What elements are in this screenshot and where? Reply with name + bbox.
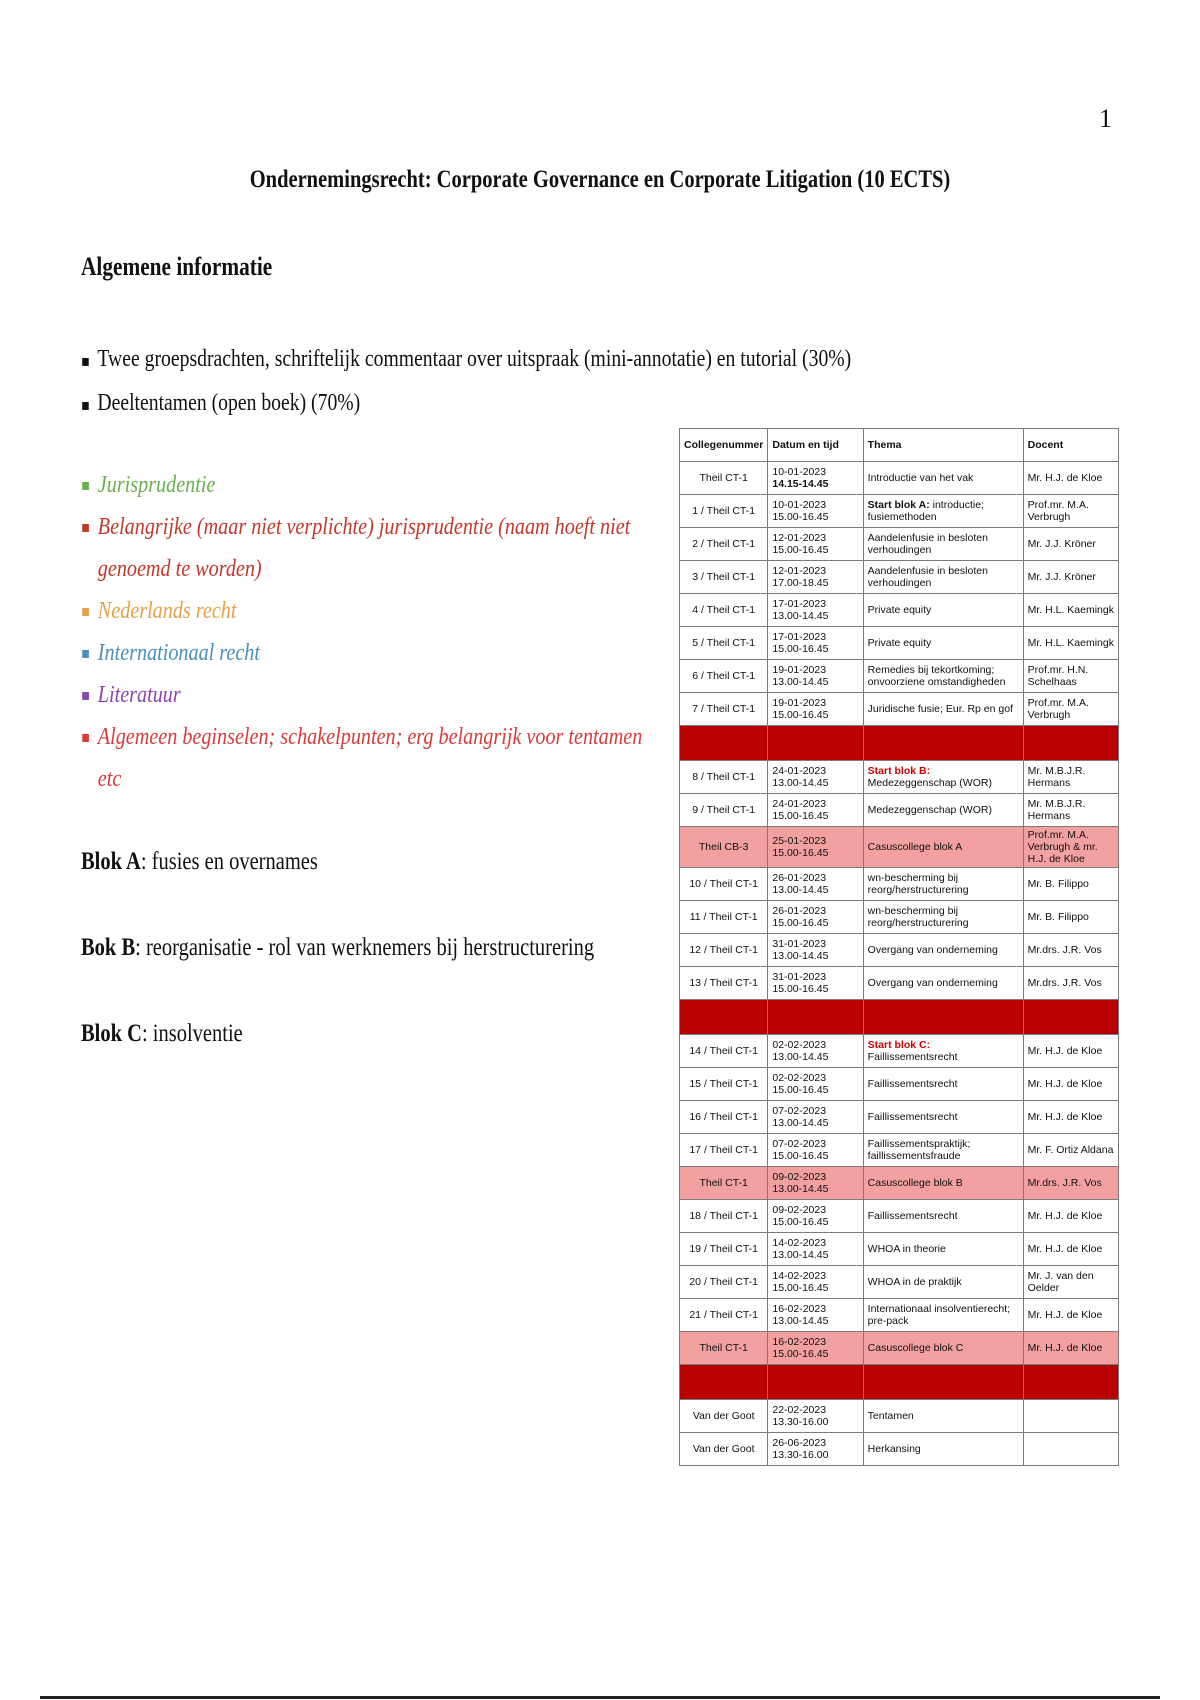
cell-collegenummer: 17 / Theil CT-1 (680, 1134, 768, 1167)
cell-thema (863, 1299, 1023, 1332)
table-row (680, 901, 1119, 934)
cell-thema (863, 827, 1023, 868)
legend-item (81, 590, 669, 632)
cell-docent (1023, 1400, 1118, 1433)
separator-cell (768, 1365, 863, 1400)
date-text: 17-01-2023 (772, 598, 827, 610)
cell-docent: Prof.mr. M.A. Verbrugh (1023, 495, 1118, 528)
cell-datum (768, 1134, 863, 1167)
cell-datum (768, 761, 863, 794)
theme-text: wn-bescherming bij reorg/herstructurering (867, 872, 969, 896)
theme-text: WHOA in de praktijk (867, 1276, 962, 1288)
cell-collegenummer: Theil CT-1 (680, 1167, 768, 1200)
cell-collegenummer: 16 / Theil CT-1 (680, 1101, 768, 1134)
cell-docent: Mr. H.J. de Kloe (1023, 1035, 1118, 1068)
blok-a-line (81, 848, 318, 876)
date-text: 19-01-2023 (772, 664, 827, 676)
cell-datum (768, 967, 863, 1000)
cell-docent: Mr. H.J. de Kloe (1023, 1299, 1118, 1332)
cell-collegenummer: 7 / Theil CT-1 (680, 693, 768, 726)
cell-thema (863, 868, 1023, 901)
theme-text: Overgang van onderneming (867, 977, 998, 989)
time-text: 13.00-14.45 (772, 884, 829, 896)
table-row (680, 967, 1119, 1000)
cell-collegenummer: 6 / Theil CT-1 (680, 660, 768, 693)
cell-collegenummer: 19 / Theil CT-1 (680, 1233, 768, 1266)
bullet-icon: ▪ (81, 351, 90, 370)
date-text: 14-02-2023 (772, 1270, 827, 1282)
time-text: 15.00-16.45 (772, 1348, 829, 1360)
schedule-table (679, 428, 1119, 1466)
separator-cell (863, 1365, 1023, 1400)
time-text: 14.15-14.45 (772, 478, 829, 490)
theme-text: Remedies bij tekortkoming; onvoorziene omstandigheden (867, 664, 1006, 688)
table-row (680, 934, 1119, 967)
cell-thema (863, 693, 1023, 726)
header-collegenummer: Collegenummer (680, 429, 768, 462)
theme-text: Introductie van het vak (867, 472, 974, 484)
separator-cell (1023, 726, 1118, 761)
cell-collegenummer: 14 / Theil CT-1 (680, 1035, 768, 1068)
block-start-label: Start blok A: (867, 499, 930, 511)
blok-label: Blok A (81, 848, 141, 875)
table-row (680, 1068, 1119, 1101)
cell-thema (863, 1167, 1023, 1200)
cell-docent: Mr.drs. J.R. Vos (1023, 934, 1118, 967)
time-text: 15.00-16.45 (772, 709, 829, 721)
theme-text: Internationaal insolventierecht; pre-pack (867, 1303, 1011, 1327)
header-thema: Thema (863, 429, 1023, 462)
date-text: 12-01-2023 (772, 532, 827, 544)
blok-description: : fusies en overnames (140, 848, 318, 875)
cell-docent: Mr. B. Filippo (1023, 901, 1118, 934)
color-legend (81, 464, 671, 800)
cell-datum (768, 660, 863, 693)
time-text: 15.00-16.45 (772, 544, 829, 556)
table-row (680, 1266, 1119, 1299)
date-text: 16-02-2023 (772, 1303, 827, 1315)
cell-thema (863, 528, 1023, 561)
separator-cell (1023, 1365, 1118, 1400)
cell-docent: Mr.drs. J.R. Vos (1023, 1167, 1118, 1200)
cell-datum (768, 1167, 863, 1200)
table-row (680, 495, 1119, 528)
cell-datum (768, 868, 863, 901)
table-row (680, 827, 1119, 868)
cell-docent: Mr. M.B.J.R. Hermans (1023, 794, 1118, 827)
date-text: 09-02-2023 (772, 1204, 827, 1216)
theme-text: Overgang van onderneming (867, 944, 998, 956)
cell-docent: Mr. F. Ortiz Aldana (1023, 1134, 1118, 1167)
cell-datum (768, 1068, 863, 1101)
time-text: 13.00-14.45 (772, 1315, 829, 1327)
date-text: 12-01-2023 (772, 565, 827, 577)
date-text: 16-02-2023 (772, 1336, 827, 1348)
cell-collegenummer: 1 / Theil CT-1 (680, 495, 768, 528)
cell-docent: Prof.mr. M.A. Verbrugh & mr. H.J. de Kloe (1023, 827, 1118, 868)
section-heading: Algemene informatie (81, 252, 273, 281)
cell-thema (863, 901, 1023, 934)
block-start-label: Start blok B: (867, 765, 931, 777)
cell-docent: Mr. J.J. Kröner (1023, 561, 1118, 594)
blok-c-line (81, 1020, 243, 1048)
cell-collegenummer: 3 / Theil CT-1 (680, 561, 768, 594)
table-row (680, 868, 1119, 901)
cell-collegenummer: 4 / Theil CT-1 (680, 594, 768, 627)
date-text: 26-01-2023 (772, 872, 827, 884)
cell-docent: Prof.mr. M.A. Verbrugh (1023, 693, 1118, 726)
theme-text: WHOA in theorie (867, 1243, 946, 1255)
block-separator-row (680, 1365, 1119, 1400)
separator-cell (768, 1000, 863, 1035)
blok-label: Bok B (81, 934, 136, 961)
cell-collegenummer: 8 / Theil CT-1 (680, 761, 768, 794)
cell-datum (768, 1233, 863, 1266)
time-text: 13.30-16.00 (772, 1449, 829, 1461)
cell-docent: Mr. H.J. de Kloe (1023, 1101, 1118, 1134)
table-row (680, 1101, 1119, 1134)
date-text: 26-01-2023 (772, 905, 827, 917)
cell-docent: Mr. H.J. de Kloe (1023, 1068, 1118, 1101)
table-row (680, 1134, 1119, 1167)
cell-thema (863, 967, 1023, 1000)
general-info-list (81, 338, 1020, 426)
cell-datum (768, 901, 863, 934)
legend-item (81, 464, 669, 506)
cell-thema (863, 1433, 1023, 1466)
list-item-text: Deeltentamen (open boek) (70%) (97, 390, 361, 416)
table-row (680, 594, 1119, 627)
cell-datum (768, 495, 863, 528)
legend-label: Belangrijke (maar niet verplichte) jurisprudentie (naam hoeft niet genoemd te worden) (97, 514, 631, 582)
cell-collegenummer: 13 / Theil CT-1 (680, 967, 768, 1000)
list-item (81, 338, 851, 382)
time-text: 15.00-16.45 (772, 917, 829, 929)
cell-datum (768, 794, 863, 827)
cell-docent (1023, 1433, 1118, 1466)
bullet-icon: ▪ (81, 685, 91, 704)
cell-docent: Mr. J.J. Kröner (1023, 528, 1118, 561)
date-text: 14-02-2023 (772, 1237, 827, 1249)
cell-docent: Mr. H.J. de Kloe (1023, 1200, 1118, 1233)
cell-thema (863, 794, 1023, 827)
cell-docent: Prof.mr. H.N. Schelhaas (1023, 660, 1118, 693)
time-text: 15.00-16.45 (772, 643, 829, 655)
theme-text: Casuscollege blok B (867, 1177, 963, 1189)
table-row (680, 1233, 1119, 1266)
cell-thema (863, 1200, 1023, 1233)
cell-collegenummer: 18 / Theil CT-1 (680, 1200, 768, 1233)
theme-text: Casuscollege blok A (867, 841, 963, 853)
table-row (680, 794, 1119, 827)
time-text: 13.30-16.00 (772, 1416, 829, 1428)
block-separator-row (680, 726, 1119, 761)
table-row (680, 528, 1119, 561)
time-text: 13.00-14.45 (772, 1183, 829, 1195)
time-text: 15.00-16.45 (772, 511, 829, 523)
cell-datum (768, 1299, 863, 1332)
cell-datum (768, 1400, 863, 1433)
cell-thema (863, 1266, 1023, 1299)
separator-cell (680, 1000, 768, 1035)
blok-description: : reorganisatie - rol van werknemers bij herstructurering (135, 934, 595, 961)
cell-datum (768, 1101, 863, 1134)
cell-thema (863, 660, 1023, 693)
table-row (680, 1035, 1119, 1068)
date-text: 10-01-2023 (772, 466, 827, 478)
date-text: 24-01-2023 (772, 765, 827, 777)
cell-datum (768, 1433, 863, 1466)
cell-docent: Mr. H.J. de Kloe (1023, 1233, 1118, 1266)
time-text: 13.00-14.45 (772, 777, 829, 789)
cell-collegenummer: Theil CT-1 (680, 462, 768, 495)
time-text: 17.00-18.45 (772, 577, 829, 589)
cell-datum (768, 693, 863, 726)
theme-text: Private equity (867, 637, 932, 649)
cell-thema (863, 761, 1023, 794)
bullet-icon: ▪ (81, 475, 91, 494)
cell-datum (768, 462, 863, 495)
theme-text: introductie; fusiemethoden (867, 499, 984, 523)
cell-thema (863, 1134, 1023, 1167)
legend-item (81, 506, 669, 590)
legend-label: Internationaal recht (97, 640, 260, 666)
theme-text: Medezeggenschap (WOR) (867, 804, 992, 816)
theme-text: Aandelenfusie in besloten verhoudingen (867, 565, 988, 589)
cell-datum (768, 627, 863, 660)
cell-collegenummer: Theil CB-3 (680, 827, 768, 868)
cell-datum (768, 1035, 863, 1068)
date-text: 31-01-2023 (772, 971, 827, 983)
cell-datum (768, 827, 863, 868)
theme-text: Faillissementsrecht (867, 1111, 958, 1123)
blok-label: Blok C (81, 1020, 142, 1047)
cell-thema (863, 1101, 1023, 1134)
separator-cell (768, 726, 863, 761)
table-row (680, 1299, 1119, 1332)
cell-collegenummer: Theil CT-1 (680, 1332, 768, 1365)
cell-thema (863, 934, 1023, 967)
time-text: 13.00-14.45 (772, 1051, 829, 1063)
date-text: 22-02-2023 (772, 1404, 827, 1416)
cell-docent: Mr. H.J. de Kloe (1023, 462, 1118, 495)
date-text: 09-02-2023 (772, 1171, 827, 1183)
date-text: 17-01-2023 (772, 631, 827, 643)
date-text: 07-02-2023 (772, 1105, 827, 1117)
separator-cell (1023, 1000, 1118, 1035)
cell-datum (768, 1200, 863, 1233)
date-text: 24-01-2023 (772, 798, 827, 810)
cell-collegenummer: 9 / Theil CT-1 (680, 794, 768, 827)
table-row (680, 1332, 1119, 1365)
date-text: 10-01-2023 (772, 499, 827, 511)
time-text: 15.00-16.45 (772, 1282, 829, 1294)
legend-item (81, 716, 669, 800)
legend-label: Literatuur (97, 682, 181, 708)
date-text: 31-01-2023 (772, 938, 827, 950)
table-row (680, 693, 1119, 726)
cell-docent: Mr.drs. J.R. Vos (1023, 967, 1118, 1000)
cell-docent: Mr. H.L. Kaemingk (1023, 594, 1118, 627)
header-datum: Datum en tijd (768, 429, 863, 462)
time-text: 15.00-16.45 (772, 810, 829, 822)
date-text: 02-02-2023 (772, 1072, 827, 1084)
time-text: 15.00-16.45 (772, 983, 829, 995)
cell-collegenummer: 12 / Theil CT-1 (680, 934, 768, 967)
date-text: 19-01-2023 (772, 697, 827, 709)
time-text: 15.00-16.45 (772, 1084, 829, 1096)
date-text: 02-02-2023 (772, 1039, 827, 1051)
bullet-icon: ▪ (81, 727, 91, 746)
header-docent: Docent (1023, 429, 1118, 462)
time-text: 13.00-14.45 (772, 950, 829, 962)
legend-item (81, 674, 669, 716)
cell-datum (768, 1332, 863, 1365)
separator-cell (863, 726, 1023, 761)
cell-docent: Mr. H.L. Kaemingk (1023, 627, 1118, 660)
blok-b-line (81, 934, 594, 962)
theme-text: wn-bescherming bij reorg/herstructurering (867, 905, 969, 929)
cell-thema (863, 1233, 1023, 1266)
table-row (680, 1167, 1119, 1200)
cell-datum (768, 561, 863, 594)
blok-description: : insolventie (141, 1020, 243, 1047)
cell-thema (863, 594, 1023, 627)
theme-text: Casuscollege blok C (867, 1342, 964, 1354)
table-header-row (680, 429, 1119, 462)
page-bottom-rule (40, 1696, 1160, 1699)
cell-thema (863, 495, 1023, 528)
bullet-icon: ▪ (81, 395, 90, 414)
theme-text: Faillissementsrecht (867, 1210, 958, 1222)
bullet-icon: ▪ (81, 601, 91, 620)
legend-label: Jurisprudentie (97, 472, 216, 498)
theme-text: Faillissementspraktijk; faillissementsfraude (867, 1138, 971, 1162)
list-item-text: Twee groepsdrachten, schriftelijk commentaar over uitspraak (mini-annotatie) en tutorial (30%) (97, 346, 852, 372)
cell-collegenummer: Van der Goot (680, 1400, 768, 1433)
time-text: 15.00-16.45 (772, 1216, 829, 1228)
cell-docent: Mr. H.J. de Kloe (1023, 1332, 1118, 1365)
table-row (680, 462, 1119, 495)
table-row (680, 1400, 1119, 1433)
list-item (81, 382, 851, 426)
bullet-icon: ▪ (81, 517, 91, 536)
theme-text: Tentamen (867, 1410, 914, 1422)
theme-text: Herkansing (867, 1443, 921, 1455)
cell-collegenummer: 20 / Theil CT-1 (680, 1266, 768, 1299)
cell-docent: Mr. B. Filippo (1023, 868, 1118, 901)
table-row (680, 1200, 1119, 1233)
theme-text: Private equity (867, 604, 932, 616)
cell-thema (863, 1400, 1023, 1433)
cell-collegenummer: 2 / Theil CT-1 (680, 528, 768, 561)
legend-label: Nederlands recht (97, 598, 237, 624)
date-text: 25-01-2023 (772, 835, 827, 847)
cell-datum (768, 594, 863, 627)
bullet-icon: ▪ (81, 643, 91, 662)
legend-label: Algemeen beginselen; schakelpunten; erg belangrijk voor tentamen etc (97, 724, 643, 792)
cell-thema (863, 462, 1023, 495)
table-row (680, 761, 1119, 794)
cell-thema (863, 1035, 1023, 1068)
cell-thema (863, 561, 1023, 594)
table-row (680, 561, 1119, 594)
page-number: 1 (1099, 104, 1112, 133)
theme-text: Faillissementsrecht (867, 1078, 958, 1090)
cell-docent: Mr. M.B.J.R. Hermans (1023, 761, 1118, 794)
cell-datum (768, 1266, 863, 1299)
cell-collegenummer: Van der Goot (680, 1433, 768, 1466)
time-text: 13.00-14.45 (772, 676, 829, 688)
date-text: 07-02-2023 (772, 1138, 827, 1150)
block-separator-row (680, 1000, 1119, 1035)
time-text: 13.00-14.45 (772, 610, 829, 622)
table-row (680, 660, 1119, 693)
date-text: 26-06-2023 (772, 1437, 827, 1449)
cell-collegenummer: 5 / Theil CT-1 (680, 627, 768, 660)
table-row (680, 1433, 1119, 1466)
cell-collegenummer: 21 / Theil CT-1 (680, 1299, 768, 1332)
cell-thema (863, 627, 1023, 660)
table-row (680, 627, 1119, 660)
cell-collegenummer: 10 / Theil CT-1 (680, 868, 768, 901)
separator-cell (680, 726, 768, 761)
cell-docent: Mr. J. van den Oelder (1023, 1266, 1118, 1299)
block-start-label: Start blok C: (867, 1039, 931, 1051)
separator-cell (863, 1000, 1023, 1035)
theme-text: Juridische fusie; Eur. Rp en gof (867, 703, 1013, 715)
time-text: 13.00-14.45 (772, 1249, 829, 1261)
cell-collegenummer: 15 / Theil CT-1 (680, 1068, 768, 1101)
document-title: Ondernemingsrecht: Corporate Governance en Corporate Litigation (10 ECTS) (249, 166, 951, 193)
time-text: 15.00-16.45 (772, 1150, 829, 1162)
cell-collegenummer: 11 / Theil CT-1 (680, 901, 768, 934)
legend-item (81, 632, 669, 674)
cell-thema (863, 1332, 1023, 1365)
theme-text: Aandelenfusie in besloten verhoudingen (867, 532, 988, 556)
separator-cell (680, 1365, 768, 1400)
cell-datum (768, 934, 863, 967)
theme-text: Medezeggenschap (WOR) (867, 777, 992, 789)
time-text: 13.00-14.45 (772, 1117, 829, 1129)
theme-text: Faillissementsrecht (867, 1051, 958, 1063)
cell-thema (863, 1068, 1023, 1101)
cell-datum (768, 528, 863, 561)
time-text: 15.00-16.45 (772, 847, 829, 859)
